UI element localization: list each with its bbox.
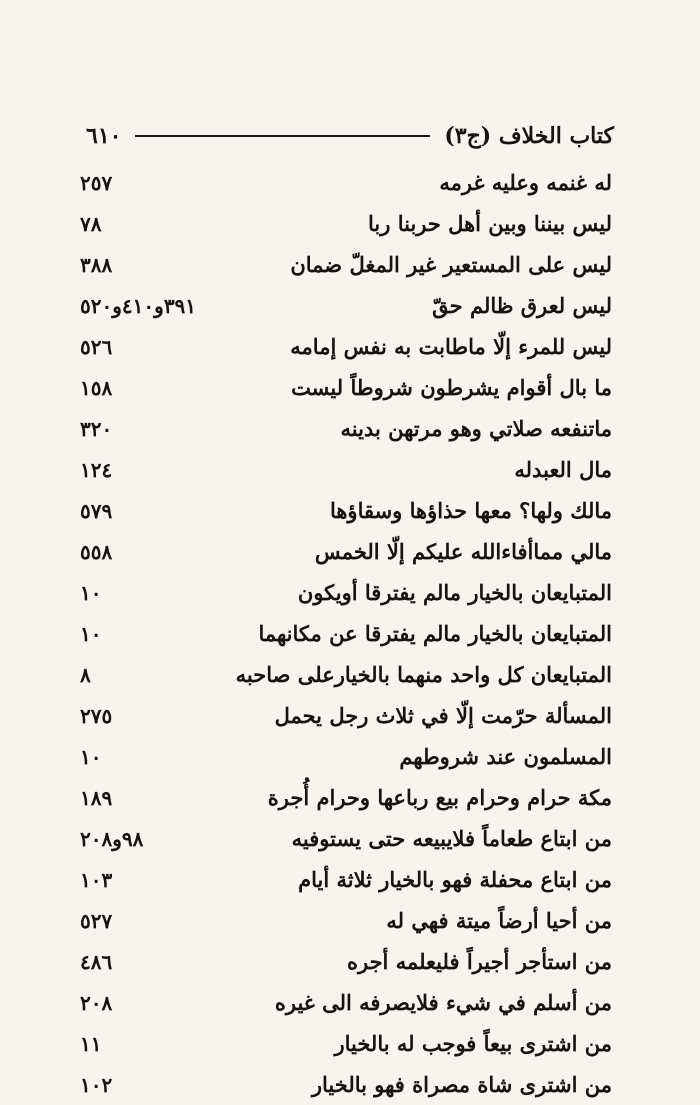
hadith-text: المسألة حرّمت إلّا في ثلاث رجل يحمل — [274, 703, 612, 728]
hadith-text: المتبايعان بالخيار مالم يفترقا أويكون — [297, 580, 612, 605]
page-reference: ٤٨٦ — [80, 949, 113, 974]
hadith-text: من أسلم في شيء فلايصرفه الى غيره — [274, 990, 612, 1015]
hadith-text: ليس للمرء إلّا ماطابت به نفس إمامه — [290, 334, 612, 359]
page-reference: ١٠ — [80, 580, 102, 605]
page-reference: ١٥٨ — [80, 375, 113, 400]
index-entry — [80, 244, 612, 285]
page-reference: ١٠ — [80, 621, 102, 646]
index-entry — [80, 1023, 612, 1064]
index-entry — [80, 777, 612, 818]
hadith-text: ليس على المستعير غير المغلّ ضمان — [290, 252, 612, 277]
page-reference: ١٨٩ — [80, 785, 113, 810]
page-reference: ١٠ — [80, 744, 102, 769]
hadith-text: ما بال أقوام يشرطون شروطاً ليست — [291, 375, 612, 400]
page-reference: ٥٧٩ — [80, 498, 113, 523]
running-title: كتاب الخلاف (ج٣) — [444, 123, 614, 149]
hadith-text: ماتنفعه صلاتي وهو مرتهن بدينه — [340, 416, 612, 441]
page-reference: ٣٩١و٤١٠و٥٢٠ — [80, 293, 197, 318]
index-entry — [80, 736, 612, 777]
hadith-text: من استأجر أجيراً فليعلمه أجره — [346, 949, 612, 974]
hadith-text: من ابتاع محفلة فهو بالخيار ثلاثة أيام — [298, 867, 612, 892]
hadith-text: المسلمون عند شروطهم — [399, 744, 612, 769]
index-entry — [80, 203, 612, 244]
hadith-text: المتبايعان بالخيار مالم يفترقا عن مكانهما — [258, 621, 612, 646]
hadith-text: مكة حرام وحرام بيع رباعها وحرام أُجرة — [267, 785, 612, 810]
index-entry — [80, 572, 612, 613]
page-number: ٦١٠ — [86, 123, 122, 149]
page-reference: ١٠٣ — [80, 867, 113, 892]
index-entry — [80, 326, 612, 367]
page-reference: ٩٨و٢٠٨ — [80, 826, 144, 851]
index-entry — [80, 531, 612, 572]
hadith-text: من أحيا أرضاً ميتة فهي له — [386, 908, 612, 933]
index-entry — [80, 613, 612, 654]
page-header — [86, 118, 614, 154]
index-entry — [80, 367, 612, 408]
index-entry — [80, 982, 612, 1023]
page-reference: ٨ — [80, 662, 91, 687]
hadith-text: المتبايعان كل واحد منهما بالخيارعلى صاحبه — [235, 662, 612, 687]
hadith-index-list — [80, 162, 612, 1105]
page-reference: ٥٢٧ — [80, 908, 113, 933]
index-entry — [80, 941, 612, 982]
page-reference: ٧٨ — [80, 211, 102, 236]
header-rule — [135, 135, 430, 137]
page-reference: ١٠٢ — [80, 1072, 113, 1097]
index-entry — [80, 449, 612, 490]
hadith-text: مالي مماأفاءالله عليكم إلّا الخمس — [314, 539, 612, 564]
page-reference: ٣٨٨ — [80, 252, 113, 277]
index-entry — [80, 408, 612, 449]
index-entry — [80, 818, 612, 859]
page-reference: ٥٢٦ — [80, 334, 113, 359]
index-entry — [80, 490, 612, 531]
index-entry — [80, 1064, 612, 1105]
index-entry — [80, 654, 612, 695]
hadith-text: من اشترى شاة مصراة فهو بالخيار — [311, 1072, 612, 1097]
hadith-text: من اشترى بيعاً فوجب له بالخيار — [334, 1031, 612, 1056]
index-entry — [80, 900, 612, 941]
page-reference: ٣٢٠ — [80, 416, 113, 441]
page-reference: ٢٥٧ — [80, 170, 113, 195]
index-entry — [80, 162, 612, 203]
page-reference: ١١ — [80, 1031, 102, 1056]
hadith-text: ليس بيننا وبين أهل حربنا ربا — [368, 211, 612, 236]
hadith-text: ليس لعرق ظالم حقّ — [432, 293, 612, 318]
hadith-text: مال العبدله — [514, 457, 612, 482]
page-reference: ٢٠٨ — [80, 990, 113, 1015]
page-reference: ٢٧٥ — [80, 703, 113, 728]
page-reference: ٥٥٨ — [80, 539, 113, 564]
page-reference: ١٢٤ — [80, 457, 113, 482]
index-entry — [80, 859, 612, 900]
index-entry — [80, 695, 612, 736]
index-entry — [80, 285, 612, 326]
hadith-text: له غنمه وعليه غرمه — [439, 170, 612, 195]
hadith-text: مالك ولها؟ معها حذاؤها وسقاؤها — [329, 498, 612, 523]
hadith-text: من ابتاع طعاماً فلايبيعه حتى يستوفيه — [291, 826, 612, 851]
